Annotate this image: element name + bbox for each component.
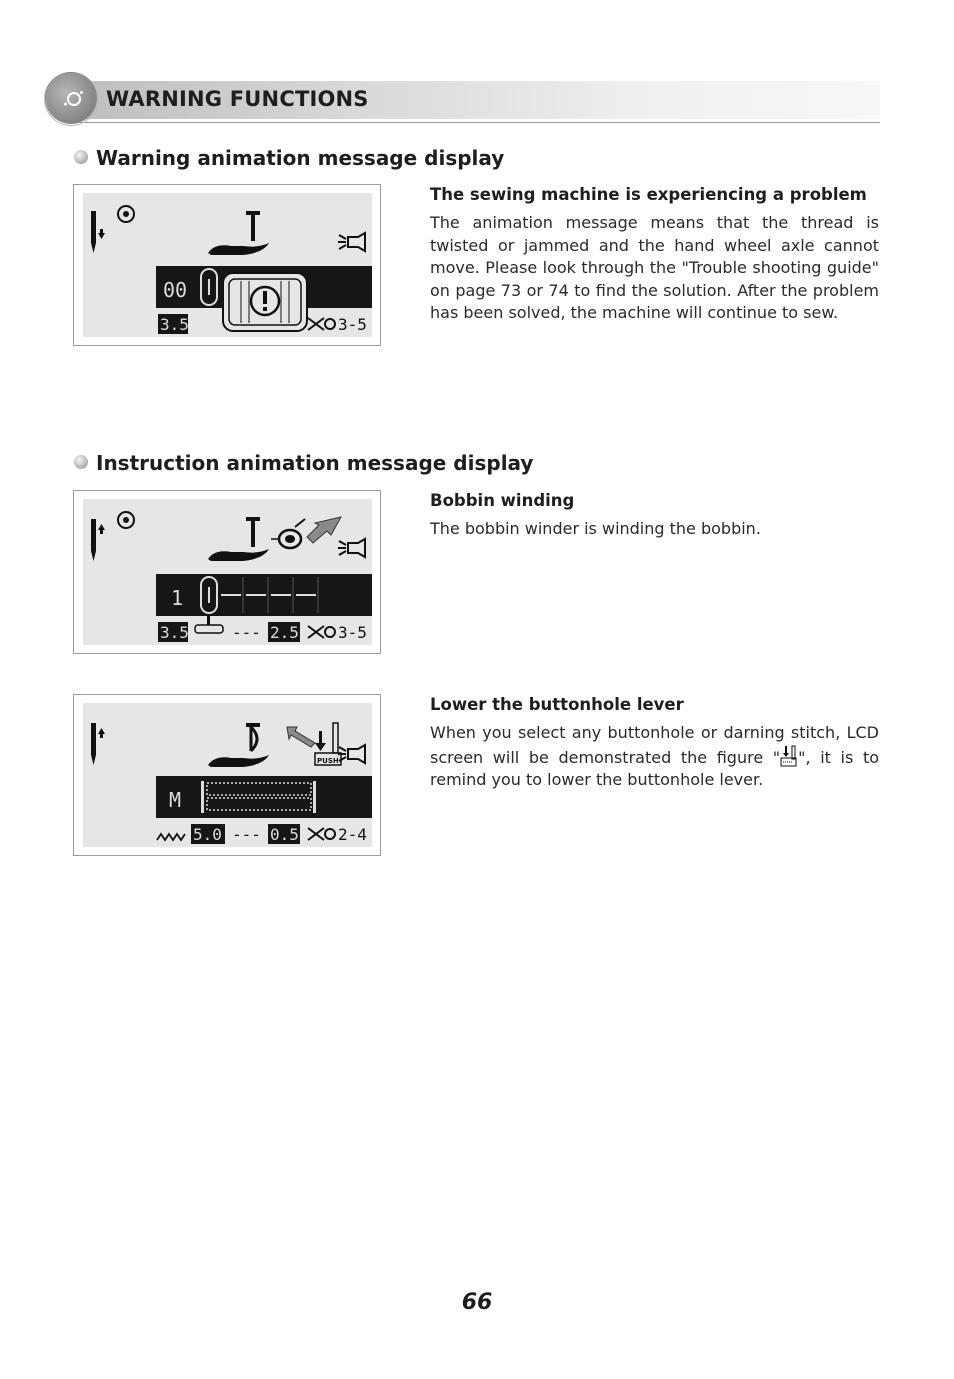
- bobbin-dots-icon: [63, 89, 83, 109]
- block-heading: The sewing machine is experiencing a problem: [430, 185, 867, 204]
- arrow-pointer-icon: [307, 517, 341, 543]
- presser-pressure-value: 2-4: [338, 825, 367, 844]
- needle-position-icon: [118, 206, 134, 222]
- lcd-screen: [83, 703, 372, 847]
- text-block-lever: [430, 695, 879, 792]
- pattern-number: 00: [163, 278, 188, 302]
- text-block-bobbin: [430, 491, 879, 541]
- lcd-screen: [83, 499, 372, 645]
- lcd-panel-warning: [73, 184, 381, 346]
- stitch-length-value: 0.5: [270, 825, 299, 844]
- bobbin-winder-icon: [271, 519, 305, 548]
- block-body: The bobbin winder is winding the bobbin.: [430, 519, 761, 538]
- light-bulb-icon: [338, 233, 365, 251]
- presser-pressure-icon: [308, 626, 335, 638]
- presser-pressure-value: 3-5: [338, 315, 367, 334]
- lcd-panel-buttonhole: [73, 694, 381, 856]
- light-bulb-icon: [338, 745, 365, 763]
- arrow-pointer-icon: [287, 727, 315, 747]
- text-block-problem: [430, 185, 879, 325]
- header-underline: [66, 122, 880, 123]
- pattern-number: 1: [171, 586, 184, 610]
- needle-down-icon: [91, 211, 105, 253]
- zigzag-icon: [157, 834, 185, 840]
- block-heading: Bobbin winding: [430, 491, 575, 510]
- bullet-icon: [74, 455, 88, 469]
- presser-pressure-value: 3-5: [338, 623, 367, 642]
- push-label: PUSH: [317, 757, 339, 765]
- pattern-letter: M: [169, 788, 182, 812]
- bullet-icon: [74, 150, 88, 164]
- presser-pressure-icon: [308, 318, 335, 330]
- needle-up-icon: [91, 723, 105, 765]
- push-lever-icon: [780, 745, 798, 767]
- stitch-length-value: 3.5: [160, 623, 189, 642]
- needle-up-icon: [91, 519, 105, 561]
- presser-pressure-icon: [308, 828, 335, 840]
- buttonhole-foot-icon: [208, 723, 269, 767]
- needle-position-icon: [118, 512, 134, 528]
- page-title: WARNING FUNCTIONS: [106, 87, 369, 111]
- section-title-instruction: Instruction animation message display: [74, 451, 533, 475]
- section-title-warning: Warning animation message display: [74, 146, 504, 170]
- stitch-width-value: 5.0: [193, 825, 222, 844]
- foot-small-icon: [195, 616, 223, 633]
- stitch-dash: ---: [232, 825, 261, 844]
- stitch-width-value: 2.5: [270, 623, 299, 642]
- lcd-panel-bobbin: [73, 490, 381, 654]
- presser-foot-icon: [208, 211, 269, 255]
- light-bulb-icon: [338, 539, 365, 557]
- presser-foot-icon: [208, 517, 269, 561]
- section-header: [44, 72, 880, 126]
- stitch-dash: ---: [232, 623, 261, 642]
- lcd-screen: [83, 193, 372, 337]
- block-body: The animation message means that the thread is twisted or jammed and the hand wheel axle cannot move. Please look through the "Trouble shooting guide" on page 73 or 74 to find the solution. After the problem has been solved, the machine will continue to sew.: [430, 213, 879, 322]
- page-number: 66: [461, 1290, 493, 1315]
- block-body: When you select any buttonhole or darning stitch, LCD screen will be demonstrated the figure " ", it is to remind you to lower the buttonhole lever.: [430, 723, 880, 789]
- stitch-length-value: 3.5: [160, 315, 189, 334]
- warning-exclamation-icon: [223, 273, 307, 331]
- push-lever-icon: [315, 723, 341, 765]
- block-heading: Lower the buttonhole lever: [430, 695, 684, 714]
